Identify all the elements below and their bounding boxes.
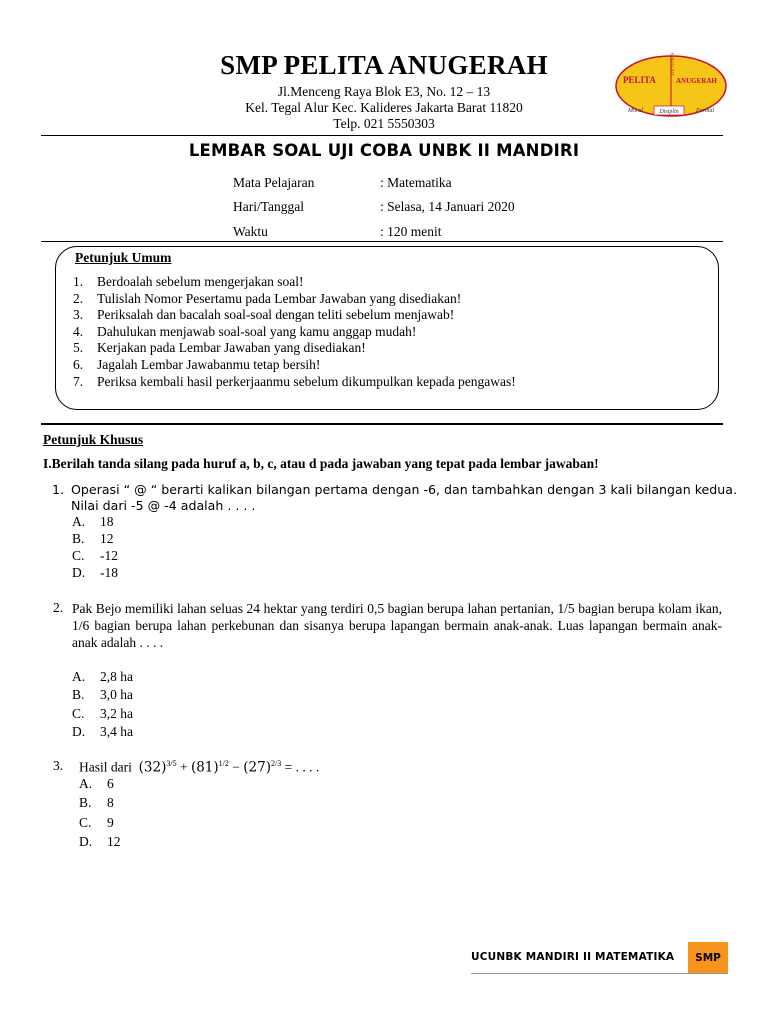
option-letter: D. — [72, 724, 86, 739]
minus-sign: − — [232, 759, 240, 775]
question-3-option-d[interactable] — [79, 834, 121, 850]
footer-badge: SMP — [688, 942, 728, 974]
option-letter: C. — [72, 706, 85, 721]
option-text: -18 — [100, 565, 118, 580]
question-3-option-b[interactable] — [79, 795, 114, 811]
option-text: 18 — [100, 514, 114, 529]
question-1-option-a[interactable] — [72, 514, 114, 530]
option-letter: A. — [72, 514, 86, 529]
question-2-number: 2. — [53, 600, 64, 615]
question-2-text: Pak Bejo memiliki lahan seluas 24 hektar yang terdiri 0,5 bagian berupa lahan pertanian, 1/5 bagian berupa kolam ikan, 1/6 bagian berupa lahan perkebunan dan sisanya berupa lapangan bermain anak-anak. Luas lapangan bermain anak-anak adalah . . . . — [72, 601, 722, 650]
instruction-item — [73, 357, 516, 374]
question-3-number: 3. — [53, 758, 64, 773]
question-3-prefix: Hasil dari — [79, 759, 132, 775]
section-divider — [41, 423, 723, 425]
term-3-exponent: 2/3 — [271, 759, 282, 768]
option-text: 3,0 ha — [100, 687, 133, 702]
section-number: I. — [43, 456, 52, 471]
info-label-subject: Mata Pelajaran — [233, 175, 315, 190]
question-3-option-a[interactable] — [79, 776, 114, 792]
instruction-text: Dahulukan menjawab soal-soal yang kamu anggap mudah! — [97, 323, 417, 339]
question-1-line-1: Operasi “ @ “ berarti kalikan bilangan pertama dengan -6, dan tambahkan dengan 3 kali bilangan kedua. — [71, 482, 738, 497]
option-letter: B. — [72, 531, 85, 546]
option-text: 2,8 ha — [100, 669, 133, 684]
option-letter: C. — [72, 548, 85, 563]
info-label-date: Hari/Tanggal — [233, 199, 305, 214]
header-divider — [41, 135, 723, 136]
info-label-time: Waktu — [233, 224, 268, 239]
plus-sign: + — [179, 759, 188, 775]
general-instructions-list — [73, 274, 516, 390]
option-text: 3,4 ha — [100, 724, 133, 739]
term-1-exponent: 3/5 — [166, 759, 177, 768]
question-3-suffix: = . . . . — [284, 759, 320, 775]
instruction-item — [73, 291, 516, 308]
question-2-option-b[interactable] — [72, 687, 133, 703]
question-2-option-d[interactable] — [72, 724, 133, 740]
instruction-item — [73, 274, 516, 291]
question-1-option-b[interactable] — [72, 531, 114, 547]
instruction-text: Periksa kembali hasil perkerjaanmu sebelum dikumpulkan kepada pengawas! — [97, 373, 516, 389]
option-letter: C. — [79, 815, 92, 830]
school-phone: Telp. 021 5550303 — [333, 116, 435, 131]
instruction-text: Tulislah Nomor Pesertamu pada Lembar Jawaban yang disediakan! — [97, 290, 462, 306]
question-3-expression — [79, 752, 319, 780]
logo-right-text: ANUGERAH — [676, 77, 717, 85]
info-value-date: : Selasa, 14 Januari 2020 — [380, 199, 515, 214]
term-2-exponent: 1/2 — [218, 759, 229, 768]
option-text: 12 — [107, 834, 121, 849]
section-text: Berilah tanda silang pada huruf a, b, c, atau d pada jawaban yang tepat pada lembar jawaban! — [51, 456, 599, 471]
option-letter: A. — [79, 776, 93, 791]
school-address-line-1: Jl.Menceng Raya Blok E3, No. 12 – 13 — [277, 84, 491, 99]
question-3-option-c[interactable] — [79, 815, 114, 831]
instruction-item — [73, 307, 516, 324]
info-value-subject: : Matematika — [380, 175, 452, 190]
instruction-number: 6. — [73, 356, 84, 372]
option-letter: D. — [72, 565, 86, 580]
instruction-number: 2. — [73, 290, 84, 306]
info-divider — [41, 241, 723, 242]
instruction-text: Periksalah dan bacalah soal-soal dengan teliti sebelum menjawab! — [97, 307, 455, 323]
instruction-item — [73, 324, 516, 341]
logo-motto-2: Disiplin — [659, 109, 679, 115]
logo-left-text: PELITA — [623, 75, 656, 85]
instruction-number: 5. — [73, 340, 84, 356]
question-1-number: 1. — [52, 482, 65, 497]
question-1-option-c[interactable] — [72, 548, 118, 564]
instruction-text: Jagalah Lembar Jawabanmu tetap bersih! — [97, 356, 321, 372]
instruction-text: Kerjakan pada Lembar Jawaban yang disediakan! — [97, 340, 366, 356]
logo-vertical-text: SEKOLAH — [668, 52, 674, 76]
option-text: -12 — [100, 548, 118, 563]
footer-rule — [471, 973, 728, 974]
section-heading — [43, 456, 599, 472]
option-letter: A. — [72, 669, 86, 684]
instruction-number: 1. — [73, 274, 84, 289]
special-instructions-title: Petunjuk Khusus — [43, 432, 144, 447]
instruction-item — [73, 374, 516, 391]
question-1-option-d[interactable] — [72, 565, 118, 581]
footer-label: UCUNBK MANDIRI II MATEMATIKA — [471, 951, 675, 963]
option-letter: D. — [79, 834, 93, 849]
school-address-line-2: Kel. Tegal Alur Kec. Kalideres Jakarta Barat 11820 — [245, 100, 523, 115]
term-3-base: (27) — [243, 759, 271, 776]
instruction-item — [73, 340, 516, 357]
option-letter: B. — [72, 687, 85, 702]
option-text: 8 — [107, 795, 114, 810]
exam-title: LEMBAR SOAL UJI COBA UNBK II MANDIRI — [188, 141, 580, 160]
instruction-number: 3. — [73, 307, 84, 323]
term-1-base: (32) — [138, 759, 167, 776]
option-text: 6 — [107, 776, 114, 791]
question-2-option-c[interactable] — [72, 706, 133, 722]
general-instructions-title: Petunjuk Umum — [75, 250, 172, 265]
info-value-time: : 120 menit — [380, 224, 442, 239]
logo-motto-1: Moral — [628, 108, 643, 114]
instruction-number: 7. — [73, 373, 84, 389]
option-text: 12 — [100, 531, 114, 546]
logo-motto-3: Formal — [696, 108, 714, 114]
option-text: 3,2 ha — [100, 706, 133, 721]
option-text: 9 — [107, 815, 114, 830]
question-1-line-2: Nilai dari -5 @ -4 adalah . . . . — [71, 498, 256, 513]
option-letter: B. — [79, 795, 92, 810]
term-2-base: (81) — [190, 759, 219, 776]
instruction-number: 4. — [73, 323, 84, 339]
school-logo — [614, 50, 728, 126]
question-2-option-a[interactable] — [72, 669, 133, 685]
instruction-text: Berdoalah sebelum mengerjakan soal! — [97, 274, 304, 289]
school-name: SMP PELITA ANUGERAH — [220, 50, 548, 80]
